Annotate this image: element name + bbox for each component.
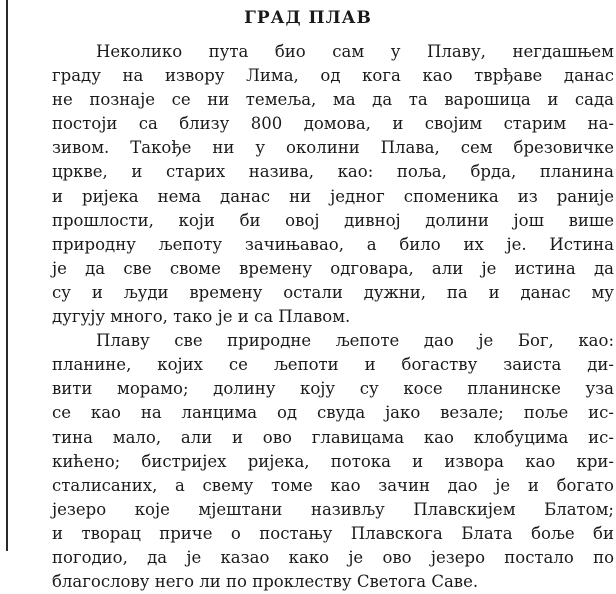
paragraph-line: дугују много, тако је и са Плавом. — [52, 307, 351, 327]
paragraph-line: Неколико пута био сам у Плаву, негдашњем — [96, 42, 614, 61]
page-title: ГРАД ПЛАВ — [244, 8, 372, 28]
paragraph-line: планине, којих се љепоти и богаству заиста ди- — [52, 355, 614, 375]
paragraph-line: цркве, и старих назива, као: поља, брда, планина — [52, 162, 614, 182]
paragraph-line: погодио, да је казао како је ово језеро постало по — [52, 547, 614, 567]
paragraph-line: Плаву све природне љепоте дао је Бог, као: — [96, 331, 614, 351]
paragraph-line: не познаје се ни темеља, ма да та варошица и сада — [52, 90, 614, 110]
paragraph-line: је да све своме времену одговара, али је истина да — [52, 258, 614, 278]
paragraph-line: језеро које мјештани називљу Плавскијем Блатом; — [52, 499, 614, 519]
page-edge-divider — [6, 0, 8, 551]
paragraph-line: кићено; бистријех ријека, потока и извора као кри- — [52, 451, 614, 471]
paragraph-line: прошлости, који би овој дивној долини још више — [52, 210, 614, 230]
paragraph-line: благослову него ли по проклеству Светога Саве. — [52, 572, 479, 592]
paragraph-line: постоји са близу 800 домова, и својим старим на- — [52, 114, 614, 134]
paragraph-line: и творац приче о постању Плавскога Блата боље би — [52, 523, 614, 543]
text-body — [52, 40, 614, 594]
paragraph-line: природну љепоту зачињавао, а било их је. Истина — [52, 234, 614, 254]
paragraph-line: су и људи времену остали дужни, па и данас му — [52, 282, 614, 302]
paragraph-line: тина мало, али и ово главицама као клобуцима ис- — [52, 427, 614, 447]
paragraph-line: и ријека нема данас ни једног споменика из раније — [52, 186, 614, 206]
paragraph-line: граду на извору Лима, од кога као тврђаве данас — [52, 66, 614, 86]
paragraph-line: се као на ланцима од свуда јако везале; поље ис- — [52, 403, 614, 423]
paragraph-line: сталисаних, а свему томе као зачин дао је и богато — [52, 475, 614, 495]
paragraph-line: вити морамо; долину коју су косе планинске уза — [52, 379, 614, 399]
paragraph-line: зивом. Такође ни у околини Плава, сем брезовичке — [52, 138, 614, 158]
